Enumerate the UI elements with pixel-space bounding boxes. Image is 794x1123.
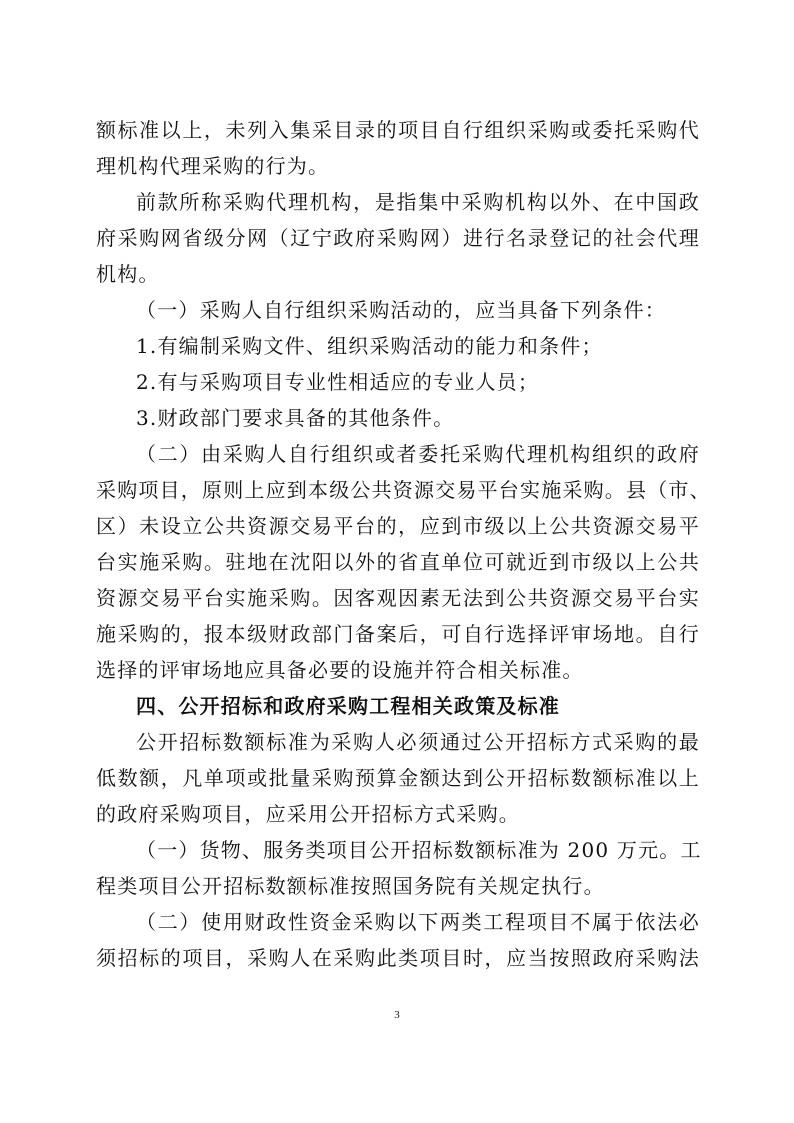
paragraph-line: 机构。 bbox=[96, 262, 160, 286]
paragraph-line: 选择的评审场地应具备必要的设施并符合相关标准。 bbox=[96, 658, 584, 682]
paragraph-line: 采购项目，原则上应到本级公共资源交易平台实施采购。县（市、 bbox=[96, 478, 711, 502]
paragraph-line: 施采购的，报本级财政部门备案后，可自行选择评审场地。自行 bbox=[96, 622, 700, 646]
paragraph-line: （二）使用财政性资金采购以下两类工程项目不属于依法必 bbox=[136, 910, 700, 934]
paragraph-line: 低数额，凡单项或批量采购预算金额达到公开招标数额标准以上 bbox=[96, 766, 700, 790]
paragraph-line: 理机构代理采购的行为。 bbox=[96, 154, 330, 178]
paragraph-line: 府采购网省级分网（辽宁政府采购网）进行名录登记的社会代理 bbox=[96, 226, 700, 250]
paragraph-line: 须招标的项目，采购人在采购此类项目时，应当按照政府采购法 bbox=[96, 946, 700, 970]
paragraph-line: 公开招标数额标准为采购人必须通过公开招标方式采购的最 bbox=[136, 730, 700, 754]
paragraph-line: 台实施采购。驻地在沈阳以外的省直单位可就近到市级以上公共 bbox=[96, 550, 700, 574]
list-item: 2.有与采购项目专业性相适应的专业人员； bbox=[136, 370, 540, 394]
page-number: 3 bbox=[394, 1009, 400, 1021]
paragraph-line: 程类项目公开招标数额标准按照国务院有关规定执行。 bbox=[96, 874, 605, 898]
list-item: 3.财政部门要求具备的其他条件。 bbox=[136, 406, 455, 430]
list-item: 1.有编制采购文件、组织采购活动的能力和条件； bbox=[136, 334, 603, 358]
paragraph-line: （二）由采购人自行组织或者委托采购代理机构组织的政府 bbox=[136, 442, 700, 466]
paragraph-line: 前款所称采购代理机构，是指集中采购机构以外、在中国政 bbox=[136, 190, 700, 214]
section-heading: 四、公开招标和政府采购工程相关政策及标准 bbox=[136, 694, 560, 718]
paragraph-line: 区）未设立公共资源交易平台的，应到市级以上公共资源交易平 bbox=[96, 514, 700, 538]
paragraph-line: （一）货物、服务类项目公开招标数额标准为 200 万元。工 bbox=[136, 838, 702, 862]
paragraph-line: 的政府采购项目，应采用公开招标方式采购。 bbox=[96, 802, 520, 826]
paragraph-line: 资源交易平台实施采购。因客观因素无法到公共资源交易平台实 bbox=[96, 586, 700, 610]
paragraph-line: 额标准以上，未列入集采目录的项目自行组织采购或委托采购代 bbox=[96, 118, 700, 142]
document-body bbox=[96, 112, 711, 976]
paragraph-line: （一）采购人自行组织采购活动的，应当具备下列条件： bbox=[136, 298, 666, 322]
